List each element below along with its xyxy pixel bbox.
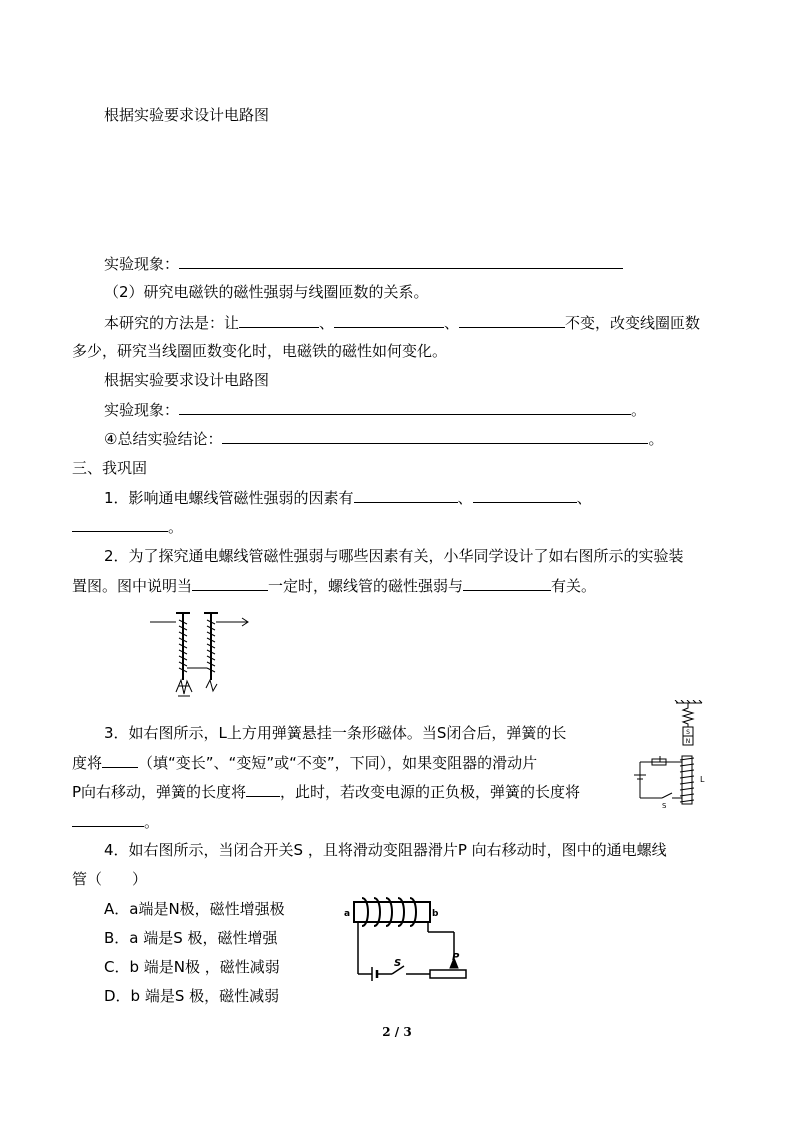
q4-line-2: 管（ ） (72, 870, 148, 888)
phenomenon-label: 实验现象： (104, 401, 180, 419)
q1-row-2 (72, 516, 183, 537)
method-blank-2[interactable] (334, 312, 444, 328)
q1-end: 。 (168, 518, 184, 536)
q2-text-c: 有关。 (551, 577, 597, 595)
q3-blank-1[interactable] (102, 752, 138, 768)
design-circuit-instruction-2: 根据实验要求设计电路图 (104, 371, 270, 389)
q4-line-1: 4．如右图所示，当闭合开关S ，且将滑动变阻器滑片P 向右移动时，图中的通电螺线 (104, 841, 667, 859)
q3-end: 。 (144, 813, 160, 831)
q1-blank-1[interactable] (354, 487, 458, 503)
q3-text-c: P向右移动，弹簧的长度将 (72, 783, 247, 801)
q3-line-2 (72, 752, 537, 773)
q3-blank-2[interactable] (246, 781, 280, 797)
q1-row (104, 487, 592, 508)
spring-magnet-figure (626, 700, 718, 810)
q2-title: （2）研究电磁铁的磁性强弱与线圈匝数的关系。 (104, 283, 429, 301)
method-sep: 、 (444, 314, 460, 332)
page-number: 2 / 3 (382, 1025, 412, 1039)
q3-line-4 (72, 811, 159, 832)
q3-text-d: ，此时，若改变电源的正负极，弹簧的长度将 (280, 783, 581, 801)
q1-blank-2[interactable] (473, 487, 577, 503)
method-sep: 、 (319, 314, 335, 332)
method-line-2: 多少，研究当线圈匝数变化时，电磁铁的磁性如何变化。 (72, 342, 448, 360)
phenomenon-blank-2[interactable] (179, 399, 631, 415)
nails-electromagnet-figure (148, 608, 252, 700)
phenomenon-blank[interactable] (179, 253, 623, 269)
solenoid-circuit-figure (342, 892, 470, 984)
section3-heading: 三、我巩固 (72, 459, 148, 477)
q2-blank-1[interactable] (192, 575, 268, 591)
method-prefix: 本研究的方法是：让 (104, 314, 240, 332)
q3-line-3 (72, 781, 580, 802)
q2-text-b: 一定时，螺线管的磁性强弱与 (268, 577, 464, 595)
q1-blank-3[interactable] (72, 516, 168, 532)
conclusion-row (104, 428, 663, 449)
q1-sep: 、 (457, 489, 473, 507)
switch-label-s: S (394, 958, 402, 969)
design-circuit-instruction: 根据实验要求设计电路图 (104, 106, 270, 124)
q1-sep: 、 (576, 489, 592, 507)
slider-label-p: P (452, 952, 460, 963)
q4-option-a[interactable]: A．a端是N极，磁性增强极 (104, 900, 285, 918)
solenoid-label-a: a (344, 909, 351, 919)
magnet-label-n: N (685, 738, 691, 745)
solenoid-label-b: b (432, 909, 439, 919)
label-s: S (662, 802, 667, 810)
period: 。 (648, 430, 664, 448)
phenomenon-row-1 (104, 253, 623, 274)
phenomenon-label: 实验现象： (104, 255, 180, 273)
conclusion-label: ④总结实验结论： (104, 430, 223, 448)
q4-option-b[interactable]: B．a 端是S 极，磁性增强 (104, 929, 278, 947)
method-suffix: 不变，改变线圈匝数 (565, 314, 701, 332)
q2-line-1: 2．为了探究通电螺线管磁性强弱与哪些因素有关，小华同学设计了如右图所示的实验装 (104, 547, 684, 565)
q1-text: 1．影响通电螺线管磁性强弱的因素有 (104, 489, 354, 507)
method-blank-1[interactable] (239, 312, 319, 328)
q4-option-d[interactable]: D．b 端是S 极，磁性减弱 (104, 987, 280, 1005)
q2-line-2 (72, 575, 596, 596)
q3-text-a: 度将 (72, 754, 103, 772)
label-l: L (700, 775, 705, 784)
magnet-label-s: S (686, 729, 690, 736)
phenomenon-row-2 (104, 399, 646, 420)
method-row (104, 312, 700, 333)
method-blank-3[interactable] (459, 312, 565, 328)
q2-blank-2[interactable] (463, 575, 551, 591)
q2-text-a: 置图。图中说明当 (72, 577, 193, 595)
q4-option-c[interactable]: C．b 端是N极 ，磁性减弱 (104, 958, 280, 976)
period: 。 (631, 401, 647, 419)
q3-blank-3[interactable] (72, 811, 144, 827)
q3-line-1: 3．如右图所示，L上方用弹簧悬挂一条形磁体。当S闭合后，弹簧的长 (104, 724, 567, 742)
conclusion-blank[interactable] (222, 428, 648, 444)
q3-text-b: （填“变长”、“变短”或“不变”，下同），如果变阻器的滑动片 (138, 754, 538, 772)
